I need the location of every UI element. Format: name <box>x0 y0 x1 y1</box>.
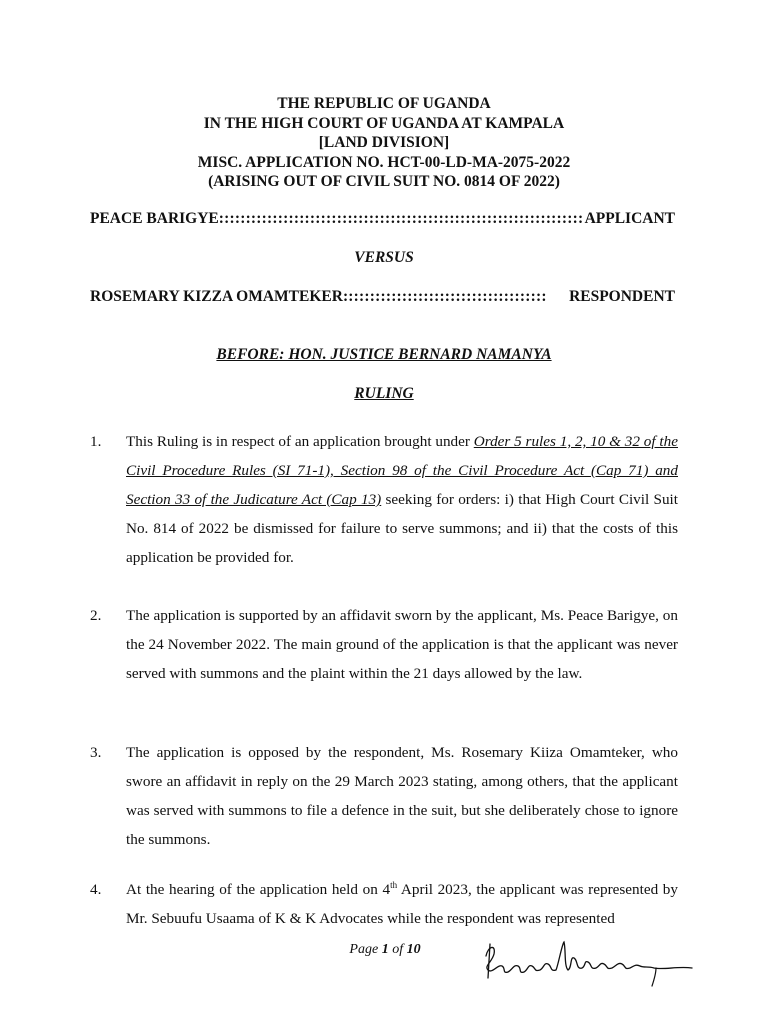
respondent-name: ROSEMARY KIZZA OMAMTEKER <box>90 288 343 305</box>
header-division: [LAND DIVISION] <box>318 134 450 151</box>
header-republic: THE REPUBLIC OF UGANDA <box>277 95 491 112</box>
paragraph-text: This Ruling is in respect of an application brought under <box>126 433 474 450</box>
paragraph-1 <box>90 427 678 572</box>
respondent-role: RESPONDENT <box>569 288 675 305</box>
header-court: IN THE HIGH COURT OF UGANDA AT KAMPALA <box>203 114 565 132</box>
paragraph-text: April 2023, the applicant was represented by Mr. Sebuufu Usaama of K & K Advocates while the respondent was represented <box>126 881 678 927</box>
case-header <box>90 94 678 192</box>
legal-citation: Order 5 rules 1, 2, 10 & 32 of the Civil Procedure Rules (SI 71-1), Section 98 of the Civil Procedure Act (Cap 71) and Section 33 of the Judicature Act (Cap 13) <box>126 433 678 508</box>
applicant-line <box>90 209 675 229</box>
paragraph-number: 3. <box>90 744 102 761</box>
header-arising-from: (ARISING OUT OF CIVIL SUIT NO. 0814 OF 2022) <box>208 173 560 190</box>
page-total: 10 <box>406 942 421 957</box>
judge-signature <box>478 936 698 988</box>
before-judge: BEFORE: HON. JUSTICE BERNARD NAMANYA <box>216 346 552 363</box>
respondent-dots: :::::::::::::::::::::::::::::::::::::: <box>342 288 547 305</box>
paragraph-number: 4. <box>90 881 102 898</box>
applicant-name: PEACE BARIGYE <box>90 210 219 227</box>
versus-label: VERSUS <box>354 249 414 266</box>
paragraph-text: seeking for orders: i) that High Court Civil Suit No. 814 of 2022 be dismissed for failure to serve summons; and ii) that the costs of this application be provided for. <box>126 491 678 566</box>
paragraph-number: 2. <box>90 607 102 624</box>
header-application-no: MISC. APPLICATION NO. HCT-00-LD-MA-2075-2022 <box>197 153 571 171</box>
page-word: Page <box>349 942 382 957</box>
paragraph-text: At the hearing of the application held on 4 <box>126 881 391 898</box>
ordinal-suffix: th <box>390 879 398 890</box>
before-line-wrap <box>90 345 678 365</box>
paragraph-body <box>126 427 678 572</box>
page-current: 1 <box>381 942 389 957</box>
paragraph-body <box>126 875 678 933</box>
applicant-dots: :::::::::::::::::::::::::::::::::::::::::::::::::::::::::::::::::::: <box>218 210 584 227</box>
respondent-line <box>90 287 675 307</box>
paragraph-3 <box>90 738 678 854</box>
paragraph-body: The application is supported by an affidavit sworn by the applicant, Ms. Peace Barigye, on the 24 November 2022. The main ground of the application is that the applicant was never served with summons and the plaint within the 21 days allowed by the law. <box>126 607 678 682</box>
paragraph-4 <box>90 875 678 933</box>
ruling-title-wrap <box>90 384 678 404</box>
applicant-role: APPLICANT <box>584 210 675 227</box>
paragraph-2 <box>90 601 678 688</box>
paragraph-body: The application is opposed by the respondent, Ms. Rosemary Kiiza Omamteker, who swore an affidavit in reply on the 29 March 2023 stating, among others, that the applicant was served with summons to file a defence in the suit, but she deliberately chose to ignore the summons. <box>126 744 678 848</box>
paragraph-number: 1. <box>90 433 102 450</box>
page-number <box>300 942 470 958</box>
page-of-word: of <box>388 942 407 957</box>
ruling-title: RULING <box>354 385 414 402</box>
